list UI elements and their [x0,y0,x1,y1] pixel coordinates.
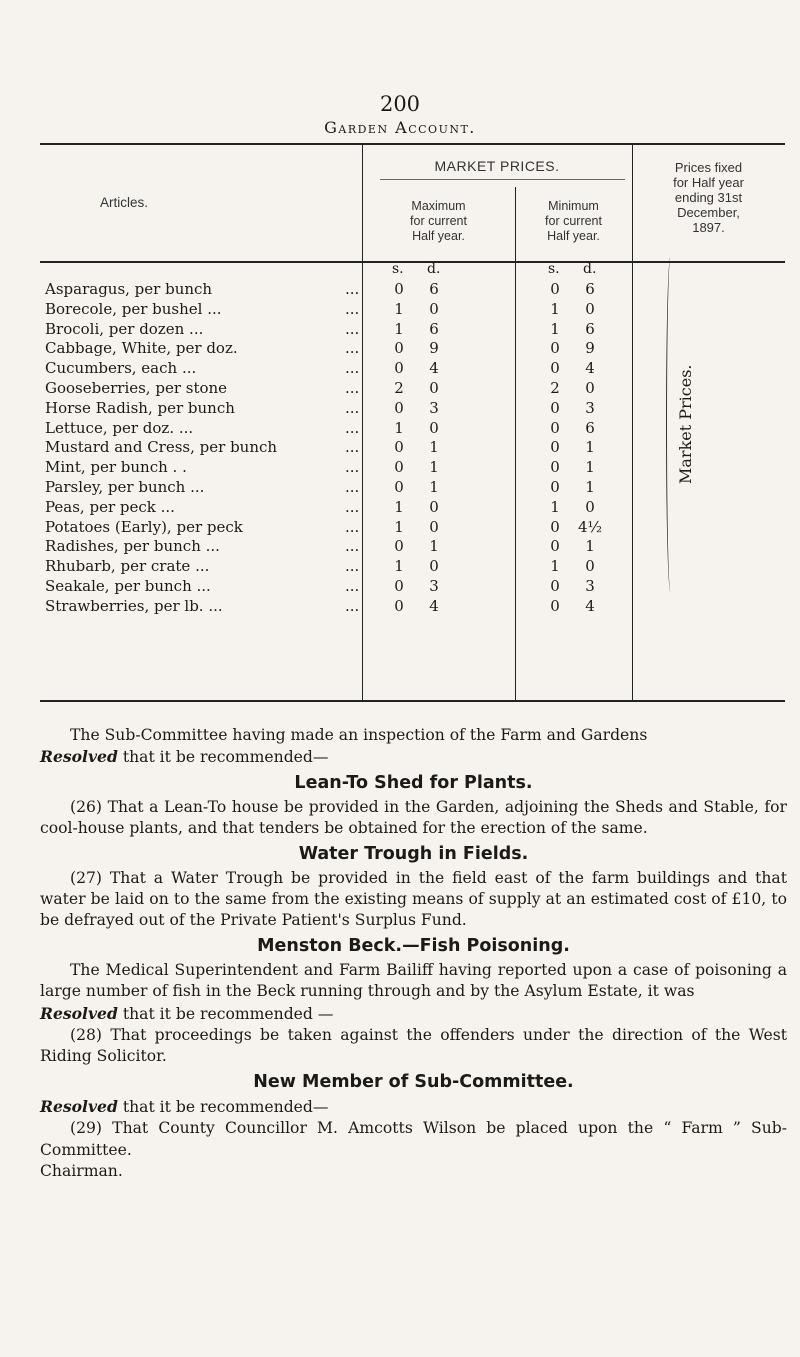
header-market-prices: MARKET PRICES. [434,158,560,174]
max-pence: 6 [429,280,439,298]
max-pence: 6 [429,319,439,338]
min-pence: 0 [585,557,595,576]
max-pence: 4 [429,359,439,378]
article-cell: Mustard and Cress, per bunch [45,438,278,457]
min-pence: 4 [585,596,595,615]
max-shillings: 0 [394,596,404,615]
min-shillings: 0 [550,537,560,556]
leader-dots: ... [345,497,360,516]
paragraph-26: (26) That a Lean-To house be provided in the Garden, adjoining the Sheds and Stable, for cool-house plants, and that tenders be obtained for the erection of the same. [40,797,787,838]
paragraph-29: (29) That County Councillor M. Amcotts Wilson be placed upon the “ Farm ” Sub-Committee. [40,1119,787,1159]
market-prices-table [40,143,785,703]
min-shillings: 0 [550,596,560,615]
max-pence: 3 [429,576,439,595]
header-minimum: Minimum for current Half year. [545,199,602,243]
min-shillings: 1 [550,497,560,516]
max-shillings: 0 [394,537,404,556]
max-pence: 0 [429,497,439,516]
min-shillings: 0 [550,576,560,595]
paragraph-28: (28) That proceedings be taken against the offenders under the direction of the West Riding Solicitor. [40,1026,787,1066]
max-shillings: 1 [394,497,404,516]
min-shillings: 0 [550,438,560,457]
min-pence: 1 [585,438,595,457]
min-pence: 1 [585,458,595,477]
article-cell: Peas, per peck ... [45,497,175,516]
article-cell: Cabbage, White, per doz. [45,339,238,358]
max-pence: 0 [429,557,439,576]
max-pence: 4 [429,596,439,615]
table-bottom-rule [40,700,785,702]
resolved-line-1: Resolved that it be recommended— [40,747,329,767]
min-shillings: 1 [550,557,560,576]
leader-dots: ... [345,359,360,378]
leader-dots: ... [345,517,360,536]
min-shillings: 2 [550,378,560,397]
header-prices-fixed: Prices fixed for Half year ending 31st December, 1897. [673,160,744,235]
minutes-text [40,725,787,1183]
heading-water-trough: Water Trough in Fields. [298,843,529,864]
max-shillings: 0 [394,339,404,358]
max-pence: 0 [429,418,439,437]
article-cell: Parsley, per bunch ... [45,477,205,496]
max-pence: 0 [429,299,439,318]
min-shillings: 0 [550,398,560,417]
max-shillings: 0 [394,398,404,417]
min-shillings: 0 [550,458,560,477]
unit-max-s: s. [392,261,404,277]
article-cell: Lettuce, per doz. ... [45,418,194,437]
leader-dots: ... [345,458,360,477]
min-shillings: 0 [550,280,560,298]
resolved-line-2: Resolved that it be recommended — [40,1003,334,1023]
max-shillings: 0 [394,576,404,595]
unit-max-d: d. [427,261,441,277]
min-pence: 0 [585,378,595,397]
max-pence: 0 [429,378,439,397]
article-cell: Radishes, per bunch ... [45,537,220,556]
article-cell: Strawberries, per lb. ... [45,596,223,615]
page-number: 200 [379,92,421,116]
max-shillings: 0 [394,280,404,298]
signoff-chairman: Chairman. [40,1162,123,1181]
intro-paragraph: The Sub-Committee having made an inspection of the Farm and Gardens [70,726,648,744]
min-pence: 6 [585,280,595,298]
leader-dots: ... [345,576,360,595]
min-shillings: 0 [550,359,560,378]
max-pence: 1 [429,438,439,457]
min-shillings: 0 [550,418,560,437]
leader-dots: ... [345,557,360,576]
min-shillings: 0 [550,517,560,536]
max-shillings: 0 [394,477,404,496]
min-shillings: 0 [550,339,560,358]
min-pence: 6 [585,319,595,338]
market-prices-note: Market Prices. [676,364,695,484]
leader-dots: ... [345,319,360,338]
leader-dots: ... [345,418,360,437]
header-articles: Articles. [99,195,148,210]
max-shillings: 1 [394,418,404,437]
article-cell: Brocoli, per dozen ... [45,319,204,338]
max-shillings: 0 [394,458,404,477]
leader-dots: ... [345,438,360,457]
header-maximum: Maximum for current Half year. [410,199,467,243]
heading-new-member: New Member of Sub-Committee. [253,1071,574,1092]
leader-dots: ... [345,596,360,615]
min-pence: 9 [585,339,595,358]
max-shillings: 1 [394,319,404,338]
leader-dots: ... [345,378,360,397]
min-shillings: 0 [550,477,560,496]
table-top-rule [40,143,785,145]
leader-dots: ... [345,299,360,318]
min-pence: 4 [585,359,595,378]
min-pence: 1 [585,477,595,496]
max-pence: 1 [429,477,439,496]
leader-dots: ... [345,339,360,358]
article-cell: Rhubarb, per crate ... [45,557,210,576]
min-pence: 1 [585,537,595,556]
min-shillings: 1 [550,319,560,338]
min-pence: 3 [585,576,595,595]
paragraph-27: (27) That a Water Trough be provided in the field east of the farm buildings and that water be laid on to the same from the existing means of supply at an estimated cost of £10, to be defrayed out of the Private Patient's Surplus Fund. [40,868,787,930]
leader-dots: ... [345,477,360,496]
article-cell: Mint, per bunch . . [45,458,187,477]
article-cell: Gooseberries, per stone [45,378,228,397]
max-pence: 0 [429,517,439,536]
leader-dots: ... [345,537,360,556]
leader-dots: ... [345,398,360,417]
max-pence: 9 [429,339,439,358]
running-head: Garden Account. [324,118,476,137]
max-pence: 3 [429,398,439,417]
max-shillings: 0 [394,438,404,457]
max-pence: 1 [429,537,439,556]
max-shillings: 2 [394,378,404,397]
article-cell: Asparagus, per bunch [45,280,213,298]
min-pence: 4½ [578,517,603,536]
min-pence: 0 [585,497,595,516]
paragraph-medical: The Medical Superintendent and Farm Bailiff having reported upon a case of poisoning a large number of fish in the Beck running through and by the Asylum Estate, it was [40,960,787,1001]
heading-lean-to: Lean-To Shed for Plants. [294,772,533,793]
max-pence: 1 [429,458,439,477]
max-shillings: 1 [394,557,404,576]
article-cell: Horse Radish, per bunch [45,398,235,417]
min-pence: 6 [585,418,595,437]
max-shillings: 1 [394,299,404,318]
max-shillings: 1 [394,517,404,536]
article-cell: Seakale, per bunch ... [45,576,211,595]
max-shillings: 0 [394,359,404,378]
min-pence: 0 [585,299,595,318]
min-pence: 3 [585,398,595,417]
resolved-line-3: Resolved that it be recommended— [40,1096,329,1116]
unit-min-d: d. [583,261,597,277]
article-cell: Cucumbers, each ... [45,359,197,378]
article-cell: Borecole, per bushel ... [45,299,222,318]
market-prices-underline [380,179,625,180]
leader-dots: ... [345,280,360,298]
heading-fish-poisoning: Menston Beck.—Fish Poisoning. [257,935,570,956]
unit-min-s: s. [548,261,560,277]
table-row [40,597,785,617]
article-cell: Potatoes (Early), per peck [45,517,243,536]
min-shillings: 1 [550,299,560,318]
